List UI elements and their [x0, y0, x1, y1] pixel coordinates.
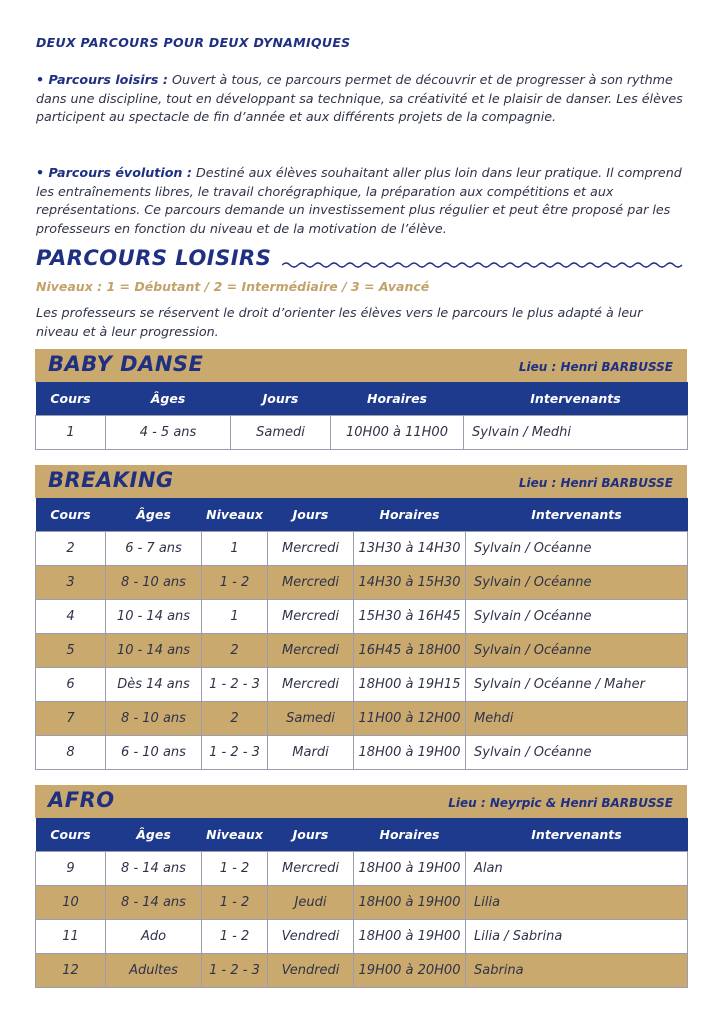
table-row	[36, 736, 688, 770]
cell: 18H00 à 19H00	[354, 920, 466, 954]
cell: Mercredi	[268, 600, 354, 634]
cell: 18H00 à 19H00	[354, 736, 466, 770]
paragraph-evolution	[36, 164, 686, 238]
afro-lieu: Lieu : Neyrpic & Henri BARBUSSE	[448, 796, 673, 810]
cell: 6 - 7 ans	[106, 532, 202, 566]
cell: 1 - 2 - 3	[202, 954, 268, 988]
cell: 1	[202, 532, 268, 566]
col-header: Horaires	[354, 498, 466, 532]
table-row	[36, 852, 688, 886]
cell: Sylvain / Océanne / Maher	[466, 668, 688, 702]
cell: Lilia / Sabrina	[466, 920, 688, 954]
intro-title: DEUX PARCOURS POUR DEUX DYNAMIQUES	[36, 35, 351, 50]
cell: 4	[36, 600, 106, 634]
orientation-note: Les professeurs se réservent le droit d’orienter les élèves vers le parcours le plus adapté à leur niveau et à leur progression.	[36, 305, 643, 339]
cell: 14H30 à 15H30	[354, 566, 466, 600]
cell: 8 - 14 ans	[106, 852, 202, 886]
cell: Samedi	[231, 416, 331, 450]
table-row	[36, 532, 688, 566]
cell: 8 - 14 ans	[106, 886, 202, 920]
col-header: Jours	[268, 498, 354, 532]
paragraph-evolution-text: Destiné aux élèves souhaitant aller plus loin dans leur pratique. Il comprend les entraînements libres, le travail chorégraphique, la préparation aux compétitions et aux représentations. Ce parcours demande un investissement plus régulier et peut être proposé par les professeurs en fonction du niveau et de la motivation de l’élève.	[36, 165, 682, 236]
col-header: Âges	[106, 818, 202, 852]
cell: 1 - 2	[202, 852, 268, 886]
paragraph-loisirs	[36, 71, 686, 127]
cell: Lilia	[466, 886, 688, 920]
cell: Ado	[106, 920, 202, 954]
col-header: Cours	[36, 382, 106, 416]
cell: 18H00 à 19H00	[354, 886, 466, 920]
cell: 9	[36, 852, 106, 886]
afro-block	[35, 785, 687, 988]
breaking-block	[35, 465, 687, 770]
cell: 10H00 à 11H00	[331, 416, 464, 450]
col-header: Intervenants	[466, 498, 688, 532]
cell: Vendredi	[268, 954, 354, 988]
col-header: Horaires	[354, 818, 466, 852]
col-header: Cours	[36, 498, 106, 532]
cell: 5	[36, 634, 106, 668]
cell: Sabrina	[466, 954, 688, 988]
col-header: Âges	[106, 498, 202, 532]
baby-danse-lieu: Lieu : Henri BARBUSSE	[518, 360, 673, 374]
baby-danse-block	[35, 349, 687, 450]
afro-table	[35, 818, 688, 988]
baby-danse-title: BABY DANSE	[48, 352, 204, 376]
cell: 18H00 à 19H00	[354, 852, 466, 886]
baby-danse-band	[35, 349, 687, 382]
col-header: Cours	[36, 818, 106, 852]
cell: 10 - 14 ans	[106, 634, 202, 668]
table-header-row	[36, 498, 688, 532]
cell: 11H00 à 12H00	[354, 702, 466, 736]
table-row	[36, 920, 688, 954]
cell: 16H45 à 18H00	[354, 634, 466, 668]
table-row	[36, 668, 688, 702]
baby-danse-table	[35, 382, 688, 450]
cell: 2	[202, 634, 268, 668]
col-header: Niveaux	[202, 818, 268, 852]
cell: 8	[36, 736, 106, 770]
cell: 1 - 2	[202, 566, 268, 600]
cell: Sylvain / Océanne	[466, 566, 688, 600]
cell: 6	[36, 668, 106, 702]
cell: Mercredi	[268, 634, 354, 668]
cell: 1	[36, 416, 106, 450]
wave-divider	[282, 260, 686, 270]
breaking-band	[35, 465, 687, 498]
col-header: Niveaux	[202, 498, 268, 532]
cell: Sylvain / Océanne	[466, 634, 688, 668]
cell: Sylvain / Océanne	[466, 736, 688, 770]
cell: 4 - 5 ans	[106, 416, 231, 450]
table-header-row	[36, 818, 688, 852]
breaking-title: BREAKING	[48, 468, 174, 492]
cell: 12	[36, 954, 106, 988]
cell: 2	[202, 702, 268, 736]
cell: 13H30 à 14H30	[354, 532, 466, 566]
cell: 1 - 2	[202, 920, 268, 954]
cell: 8 - 10 ans	[106, 702, 202, 736]
cell: 7	[36, 702, 106, 736]
cell: Mehdi	[466, 702, 688, 736]
section-title: PARCOURS LOISIRS	[36, 246, 272, 270]
cell: Jeudi	[268, 886, 354, 920]
table-row	[36, 416, 688, 450]
cell: 1 - 2 - 3	[202, 668, 268, 702]
cell: Mercredi	[268, 852, 354, 886]
cell: Sylvain / Medhi	[464, 416, 688, 450]
table-row	[36, 702, 688, 736]
cell: Vendredi	[268, 920, 354, 954]
paragraph-loisirs-text: Ouvert à tous, ce parcours permet de découvrir et de progresser à son rythme dans une discipline, tout en développant sa technique, sa créativité et le plaisir de danser. Les élèves participent au spectacle de fin d’année et aux différents projets de la compagnie.	[36, 72, 683, 124]
cell: Mardi	[268, 736, 354, 770]
afro-band	[35, 785, 687, 818]
breaking-table	[35, 498, 688, 770]
table-row	[36, 600, 688, 634]
col-header: Intervenants	[464, 382, 688, 416]
cell: Sylvain / Océanne	[466, 532, 688, 566]
cell: 8 - 10 ans	[106, 566, 202, 600]
cell: 19H00 à 20H00	[354, 954, 466, 988]
table-header-row	[36, 382, 688, 416]
table-row	[36, 566, 688, 600]
cell: 11	[36, 920, 106, 954]
cell: Mercredi	[268, 668, 354, 702]
cell: 1 - 2	[202, 886, 268, 920]
breaking-lieu: Lieu : Henri BARBUSSE	[518, 476, 673, 490]
cell: 10	[36, 886, 106, 920]
col-header: Jours	[231, 382, 331, 416]
cell: Sylvain / Océanne	[466, 600, 688, 634]
cell: Adultes	[106, 954, 202, 988]
cell: 15H30 à 16H45	[354, 600, 466, 634]
cell: 1	[202, 600, 268, 634]
cell: 2	[36, 532, 106, 566]
cell: 1 - 2 - 3	[202, 736, 268, 770]
cell: 18H00 à 19H15	[354, 668, 466, 702]
cell: 3	[36, 566, 106, 600]
col-header: Jours	[268, 818, 354, 852]
col-header: Intervenants	[466, 818, 688, 852]
cell: Mercredi	[268, 532, 354, 566]
table-row	[36, 954, 688, 988]
afro-title: AFRO	[48, 788, 115, 812]
cell: 6 - 10 ans	[106, 736, 202, 770]
table-row	[36, 634, 688, 668]
table-row	[36, 886, 688, 920]
cell: Samedi	[268, 702, 354, 736]
col-header: Âges	[106, 382, 231, 416]
paragraph-evolution-label: • Parcours évolution :	[36, 165, 192, 180]
cell: Mercredi	[268, 566, 354, 600]
paragraph-loisirs-label: • Parcours loisirs :	[36, 72, 168, 87]
col-header: Horaires	[331, 382, 464, 416]
cell: Dès 14 ans	[106, 668, 202, 702]
cell: 10 - 14 ans	[106, 600, 202, 634]
levels-legend: Niveaux : 1 = Débutant / 2 = Intermédiaire / 3 = Avancé	[36, 279, 430, 294]
cell: Alan	[466, 852, 688, 886]
